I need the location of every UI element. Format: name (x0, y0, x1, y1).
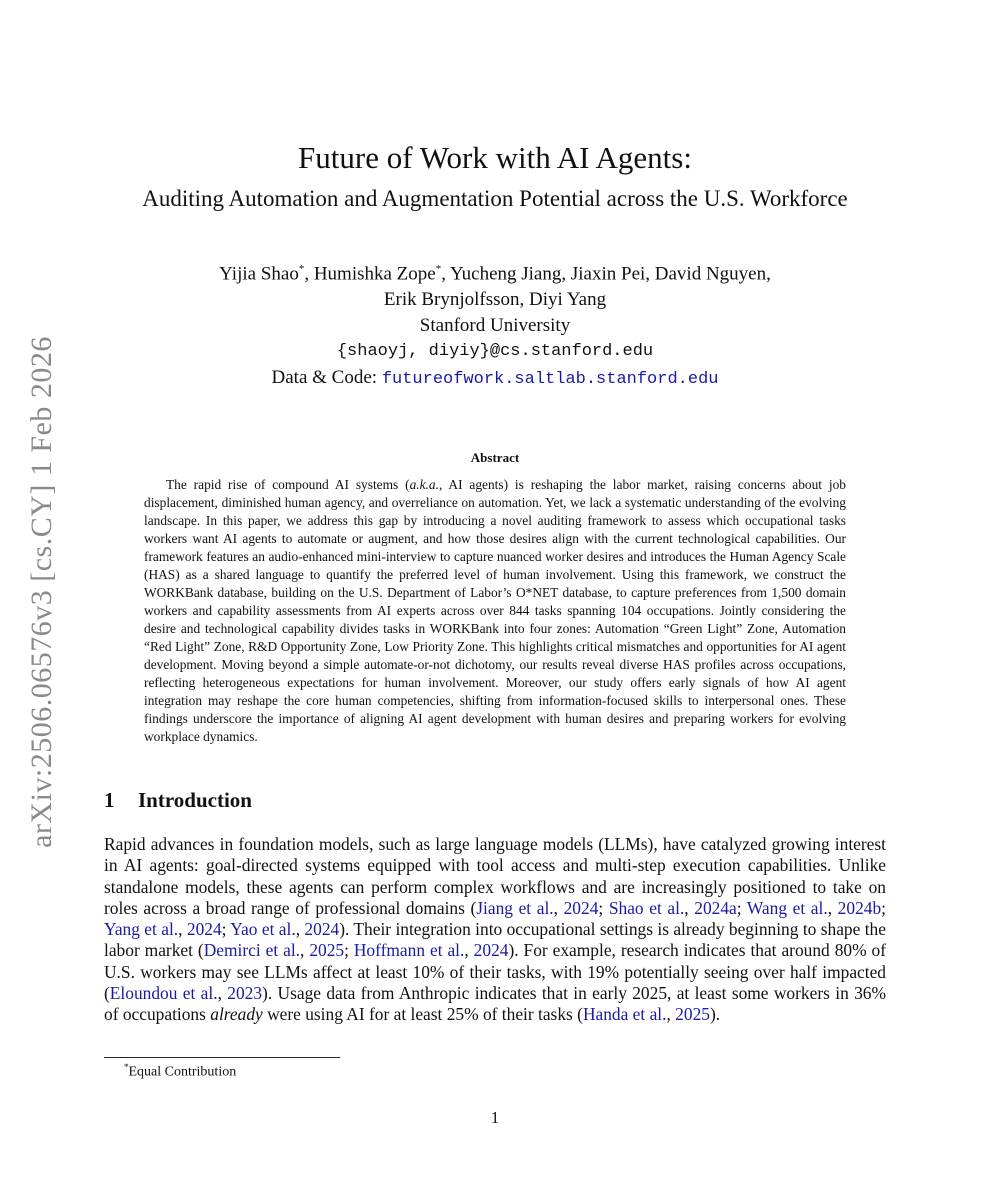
section-number: 1 (104, 788, 115, 812)
citation-year-link[interactable]: 2024 (563, 897, 599, 918)
abstract-heading: Abstract (470, 450, 520, 465)
project-url-link[interactable]: futureofwork.saltlab.stanford.edu (381, 370, 719, 390)
author-block (0, 256, 990, 393)
page-number: 1 (490, 1108, 500, 1127)
citation-link[interactable]: Shao et al. (608, 897, 685, 918)
footnote-divider (104, 1057, 340, 1058)
abstract-text: , AI agents) is reshaping the labor market, raising concerns about job displacement, diminished human agency, and overreliance on automation. Yet, we lack a systematic understanding of the evolving landscape. In this paper, we address this gap by introducing a novel auditing framework to assess which occupational tasks workers want AI agents to automate or augment, and how those desires align with the current technological capabilities. Our framework features an audio-enhanced mini-interview to capture nuanced worker desires and introduces the Human Agency Scale (HAS) as a shared language to quantify the preferred level of human involvement. Using this framework, we construct the WORKBank database, building on the U.S. Department of Labor’s O*NET database, to capture preferences from 1,500 domain workers and capability assessments from AI experts across over 844 tasks spanning 104 occupations. Jointly considering the desire and technological capability divides tasks in WORKBank into four zones: Automation “Green Light” Zone, Automation “Red Light” Zone, R&D Opportunity Zone, Low Priority Zone. This highlights critical mismatches and opportunities for AI agent development. Moving beyond a simple automate-or-not dichotomy, our results reveal diverse HAS profiles across occupations, reflecting heterogeneous expectations for human involvement. Moreover, our study offers early signals of how AI agent integration may reshape the core human competencies, shifting from information-focused skills to interpersonal ones. These findings underscore the importance of aligning AI agent development with human desires and preparing workers for evolving workplace dynamics. (144, 477, 846, 744)
abstract-body (144, 476, 846, 746)
intro-paragraph: Rapid advances in foundation models, such as large language models (LLMs), have catalyzed growing interest in AI agents: goal-directed systems equipped with tool access and multi-step execution capabilities. Unlike standalone models, these agents can perform complex workflows and are increasingly positioned to take on roles across a broad range of professional domains (Jiang et al., 2024; Shao et al., 2024a; Wang et al., 2024b; Yang et al., 2024; Yao et al., 2024). Their integration into occupational settings is already beginning to shape the labor market (Demirci et al., 2025; Hoffmann et al., 2024). For example, research indicates that around 80% of U.S. workers may see LLMs affect at least 10% of their tasks, with 19% potentially seeing over half impacted (Eloundou et al., 2023). Usage data from Anthropic indicates that in early 2025, at least some workers in 36% of occupations already were using AI for at least 25% of their tasks (Handa et al., 2025). (104, 834, 886, 1025)
citation-year-link[interactable]: 2025 (675, 1004, 710, 1025)
citation-year-link[interactable]: 2023 (227, 983, 263, 1004)
intro-text: ). Usage data from Anthropic indicates that in early 2025, at least some workers in 36% of occupations (104, 983, 886, 1025)
citation-year-link[interactable]: 2025 (309, 940, 345, 961)
intro-text: ). For example, research indicates that around 80% of U.S. workers may see LLMs affect at least 10% of their tasks, with 19% potentially seeing over half impacted ( (104, 940, 886, 1004)
equal-contribution-mark: * (298, 263, 305, 275)
citation-link[interactable]: Jiang et al. (476, 897, 554, 918)
author-names: , Yucheng Jiang, Jiaxin Pei, David Nguyen, (441, 263, 771, 285)
citation-year-link[interactable]: 2024a (694, 897, 737, 918)
citation-year-link[interactable]: 2024 (304, 919, 340, 940)
intro-text: ). Their integration into occupational settings is already beginning to shape the labor market ( (104, 919, 886, 961)
intro-text: ). (709, 1004, 721, 1025)
arxiv-sidebar (14, 312, 70, 872)
footnote (124, 1062, 236, 1081)
section-title: Introduction (138, 788, 252, 812)
data-code-label: Data & Code: (271, 367, 378, 389)
citation-year-link[interactable]: 2024 (473, 940, 509, 961)
citation-link[interactable]: Hoffmann et al. (353, 940, 465, 961)
abstract-italic: a.k.a. (409, 477, 439, 492)
footnote-text: Equal Contribution (128, 1064, 237, 1080)
citation-link[interactable]: Wang et al. (746, 897, 828, 918)
author-line-2: Erik Brynjolfsson, Diyi Yang (383, 289, 607, 311)
author-name: Yijia Shao (219, 263, 299, 285)
affiliation: Stanford University (419, 315, 571, 337)
data-code-line (0, 365, 990, 393)
contact-email: {shaoyj, diyiy}@cs.stanford.edu (336, 342, 654, 362)
citation-year-link[interactable]: 2024b (837, 897, 882, 918)
author-line-1: Yijia Shao*, Humishka Zope*, Yucheng Jiang, Jiaxin Pei, David Nguyen, (219, 263, 771, 285)
citation-link[interactable]: Handa et al. (582, 1004, 667, 1025)
intro-text: were using AI for at least 25% of their tasks ( (262, 1004, 583, 1025)
citation-year-link[interactable]: 2024 (186, 919, 222, 940)
intro-italic: already (210, 1004, 263, 1025)
section-heading (104, 788, 252, 813)
author-name: Humishka Zope (313, 263, 436, 285)
citation-link[interactable]: Eloundou et al. (109, 983, 218, 1004)
citation-link[interactable]: Demirci et al. (203, 940, 301, 961)
intro-text: Rapid advances in foundation models, such as large language models (LLMs), have catalyzed growing interest in AI agents: goal-directed systems equipped with tool access and multi-step execution capabilities. Unlike standalone models, these agents can perform complex workflows and are increasingly positioned to take on roles across a broad range of professional domains ( (104, 834, 886, 918)
citation-link[interactable]: Yang et al. (104, 919, 179, 940)
arxiv-identifier: arXiv:2506.06576v3 [cs.CY] 1 Feb 2026 (25, 336, 58, 848)
citation-link[interactable]: Yao et al. (230, 919, 296, 940)
paper-title: Future of Work with AI Agents: (298, 140, 692, 175)
equal-contribution-mark: * (435, 263, 442, 275)
paper-subtitle: Auditing Automation and Augmentation Potential across the U.S. Workforce (142, 186, 848, 211)
footnote-mark: * (124, 1062, 129, 1072)
abstract-text: The rapid rise of compound AI systems ( (166, 477, 410, 492)
